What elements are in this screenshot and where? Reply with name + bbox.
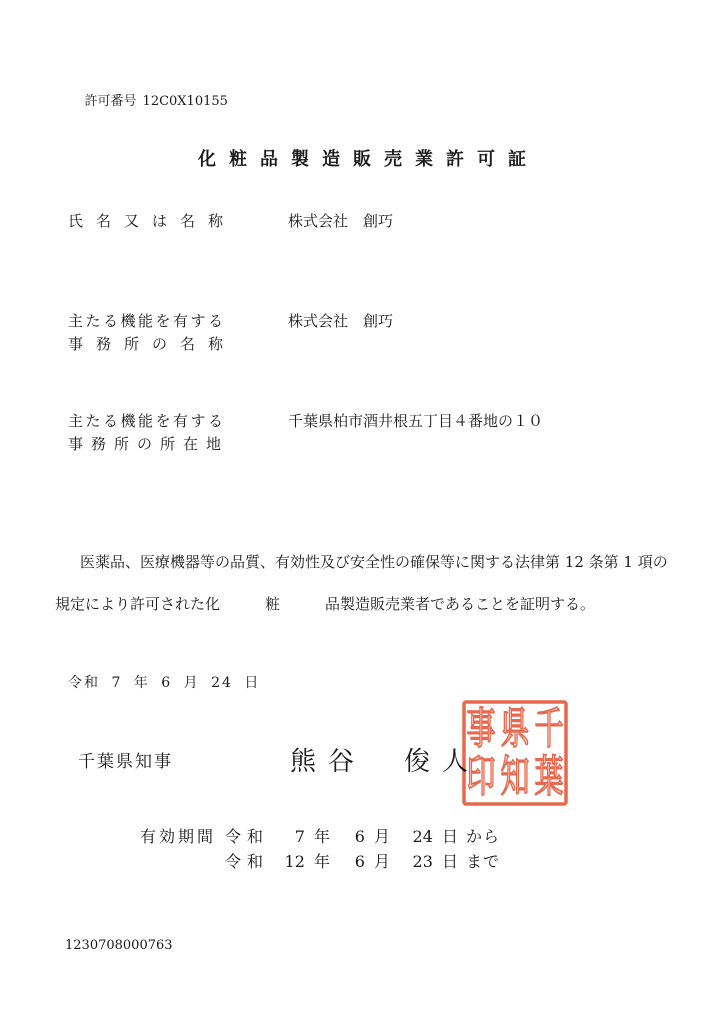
seal-character: 事 [466, 703, 496, 755]
validity-from-era: 令和 [225, 827, 270, 846]
seal-character: 印 [466, 751, 496, 803]
official-seal-stamp [461, 699, 569, 807]
validity-to-year: 12 年 [284, 852, 330, 871]
document-number: 1230708000763 [65, 938, 173, 953]
validity-to-day: 23 日 [412, 852, 458, 871]
certification-text-line2: 規定により許可された化 粧 品製造販売業者であることを証明する。 [55, 595, 596, 613]
validity-period [225, 829, 505, 879]
field-value-name: 株式会社 創巧 [288, 212, 394, 230]
seal-character: 県 [500, 703, 530, 755]
field-value-office-name: 株式会社 創巧 [288, 312, 394, 330]
seal-character: 知 [500, 751, 530, 803]
field-label-office-name-line2: 事務所の名称 [68, 335, 237, 353]
validity-label: 有効期間 [140, 827, 217, 846]
validity-to-era: 令和 [225, 852, 270, 871]
field-label-office-name-line1: 主たる機能を有する [68, 312, 226, 330]
field-value-office-address: 千葉県柏市酒井根五丁目４番地の１０ [288, 412, 544, 430]
certification-text-line1: 医薬品、医療機器等の品質、有効性及び安全性の確保等に関する法律第 12 条第 1 項の [80, 553, 668, 571]
field-label-office-address-line2: 事務所の所在地 [68, 435, 230, 453]
permit-number-label: 許可番号 [84, 94, 137, 109]
issuer-name: 熊谷 俊人 [290, 747, 481, 777]
permit-number-line [68, 82, 228, 121]
permit-number: 12C0X10155 [142, 94, 228, 109]
document-title: 化粧品製造販売業許可証 [198, 149, 539, 170]
validity-from-day: 24 日 [412, 827, 458, 846]
field-label-office-address-line1: 主たる機能を有する [68, 412, 226, 430]
validity-from-month: 6 月 [354, 827, 390, 846]
validity-to-month: 6 月 [354, 852, 390, 871]
field-label-name: 氏名又は名称 [68, 212, 237, 230]
seal-character: 葉 [534, 751, 564, 803]
validity-from-year: 7 年 [294, 827, 330, 846]
validity-to-suffix: まで [466, 852, 501, 871]
issue-date: 令和 7 年 6 月 24 日 [68, 675, 261, 691]
seal-character: 千 [534, 703, 564, 755]
validity-from-suffix: から [466, 827, 501, 846]
issuer-title: 千葉県知事 [78, 752, 173, 772]
